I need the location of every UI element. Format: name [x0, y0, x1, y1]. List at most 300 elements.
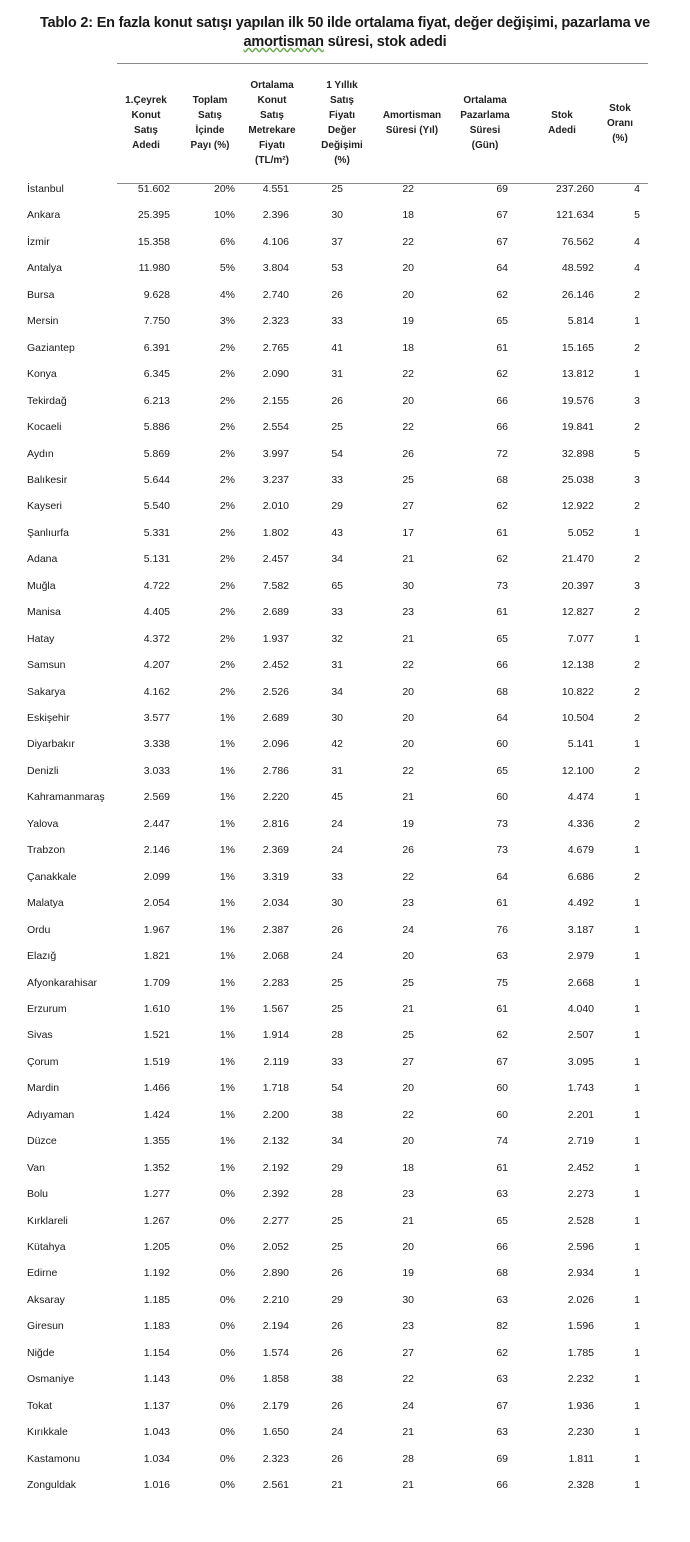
avg-price-per-sqm: 1.574: [262, 1346, 289, 1359]
yearly-value-change: 41: [331, 341, 343, 354]
marketing-days: 63: [496, 1293, 508, 1306]
table-row: [0, 365, 690, 385]
amortization-years: 28: [402, 1452, 414, 1465]
province-name: Ordu: [27, 923, 51, 936]
stock-count: 6.686: [567, 870, 594, 883]
table-row: [0, 868, 690, 888]
avg-price-per-sqm: 2.369: [262, 844, 289, 857]
sales-share: 0%: [219, 1293, 235, 1306]
avg-price-per-sqm: 2.179: [262, 1399, 289, 1412]
sales-share: 5%: [219, 262, 235, 275]
avg-price-per-sqm: 7.582: [262, 579, 289, 592]
amortization-years: 21: [402, 1002, 414, 1015]
stock-count: 48.592: [561, 262, 594, 275]
province-name: Yalova: [27, 817, 59, 830]
q1-sales-count: 1.267: [143, 1214, 170, 1227]
table-row: [0, 1159, 690, 1179]
province-name: Hatay: [27, 632, 55, 645]
stock-count: 12.827: [561, 606, 594, 619]
marketing-days: 65: [496, 764, 508, 777]
amortization-years: 20: [402, 712, 414, 724]
stock-ratio: 2: [634, 421, 640, 434]
table-row: [0, 735, 690, 755]
amortization-years: 24: [402, 923, 414, 936]
stock-ratio: 1: [634, 1108, 640, 1121]
stock-count: 76.562: [561, 235, 594, 248]
table-row: [0, 1079, 690, 1099]
province-name: Mersin: [27, 315, 59, 328]
amortization-years: 20: [402, 1082, 414, 1095]
amortization-years: 27: [402, 1055, 414, 1068]
table-row: [0, 1317, 690, 1337]
table-row: [0, 392, 690, 412]
q1-sales-count: 2.099: [143, 870, 170, 883]
yearly-value-change: 34: [331, 553, 343, 566]
stock-count: 5.052: [567, 526, 594, 539]
amortization-years: 19: [402, 817, 414, 830]
q1-sales-count: 6.345: [143, 368, 170, 381]
avg-price-per-sqm: 2.387: [262, 923, 289, 936]
marketing-days: 63: [496, 950, 508, 963]
q1-sales-count: 1.821: [143, 950, 170, 963]
sales-share: 2%: [219, 659, 235, 672]
stock-ratio: 3: [634, 473, 640, 486]
stock-count: 2.232: [567, 1373, 594, 1386]
province-name: Erzurum: [27, 1002, 67, 1015]
sales-share: 1%: [219, 1029, 235, 1042]
stock-count: 15.165: [561, 341, 594, 354]
column-header-line: Stok: [609, 102, 631, 114]
sales-share: 1%: [219, 1002, 235, 1015]
table-row: [0, 577, 690, 597]
avg-price-per-sqm: 2.155: [262, 394, 289, 407]
province-name: Muğla: [27, 579, 56, 592]
amortization-years: 21: [402, 1426, 414, 1439]
province-name: İstanbul: [27, 183, 64, 195]
sales-share: 3%: [219, 315, 235, 328]
column-header-line: Toplam: [192, 95, 228, 106]
yearly-value-change: 30: [331, 712, 343, 724]
avg-price-per-sqm: 2.194: [262, 1320, 289, 1333]
yearly-value-change: 43: [331, 526, 343, 539]
yearly-value-change: 25: [331, 1002, 343, 1015]
yearly-value-change: 31: [331, 659, 343, 672]
stock-count: 2.507: [567, 1029, 594, 1042]
stock-count: 1.743: [567, 1082, 594, 1095]
q1-sales-count: 1.610: [143, 1002, 170, 1015]
stock-ratio: 2: [634, 288, 640, 301]
yearly-value-change: 31: [331, 368, 343, 381]
avg-price-per-sqm: 2.277: [262, 1214, 289, 1227]
province-name: Kocaeli: [27, 421, 62, 434]
column-header-line: İçinde: [195, 125, 225, 136]
column-header-line: Konut: [257, 95, 287, 106]
yearly-value-change: 30: [331, 897, 343, 910]
stock-ratio: 1: [634, 1399, 640, 1412]
column-header-line: Satış: [198, 110, 222, 121]
stock-count: 25.038: [561, 473, 594, 486]
marketing-days: 63: [496, 1188, 508, 1201]
amortization-years: 18: [402, 341, 414, 354]
marketing-days: 67: [496, 1055, 508, 1068]
q1-sales-count: 1.016: [143, 1479, 170, 1492]
province-name: Edirne: [27, 1267, 58, 1280]
q1-sales-count: 3.338: [143, 738, 170, 751]
province-name: İzmir: [27, 235, 50, 248]
spellcheck-underlined-word: amortisman: [243, 34, 324, 50]
column-header: [114, 93, 178, 153]
column-header-line: Fiyatı: [258, 140, 286, 151]
avg-price-per-sqm: 2.052: [262, 1241, 289, 1253]
stock-count: 12.100: [561, 764, 594, 777]
avg-price-per-sqm: 2.765: [262, 341, 289, 354]
stock-ratio: 2: [634, 553, 640, 566]
q1-sales-count: 4.162: [143, 685, 170, 698]
yearly-value-change: 31: [331, 764, 343, 777]
stock-count: 2.328: [567, 1479, 594, 1492]
table-row: [0, 630, 690, 650]
table-row: [0, 1264, 690, 1284]
amortization-years: 21: [402, 1214, 414, 1227]
amortization-years: 18: [402, 1161, 414, 1174]
yearly-value-change: 33: [331, 315, 343, 328]
q1-sales-count: 1.424: [143, 1108, 170, 1121]
stock-ratio: 2: [634, 712, 640, 724]
amortization-years: 17: [402, 526, 414, 539]
column-header-line: Adedi: [132, 140, 160, 151]
table-row: [0, 312, 690, 332]
q1-sales-count: 1.355: [143, 1135, 170, 1148]
marketing-days: 62: [496, 368, 508, 381]
stock-ratio: 1: [634, 1161, 640, 1174]
marketing-days: 67: [496, 1399, 508, 1412]
stock-count: 2.668: [567, 976, 594, 989]
stock-ratio: 1: [634, 1188, 640, 1201]
yearly-value-change: 28: [331, 1029, 343, 1042]
sales-share: 2%: [219, 473, 235, 486]
amortization-years: 20: [402, 738, 414, 751]
amortization-years: 23: [402, 897, 414, 910]
amortization-years: 21: [402, 791, 414, 804]
avg-price-per-sqm: 2.200: [262, 1108, 289, 1121]
sales-share: 20%: [213, 183, 235, 195]
q1-sales-count: 2.054: [143, 897, 170, 910]
column-header-line: Değişimi: [321, 140, 363, 151]
table-row: [0, 1053, 690, 1073]
yearly-value-change: 26: [331, 288, 343, 301]
province-name: Adana: [27, 553, 58, 566]
sales-share: 1%: [219, 1108, 235, 1121]
column-header-line: Satış: [260, 110, 284, 121]
amortization-years: 22: [402, 764, 414, 777]
avg-price-per-sqm: 3.319: [262, 870, 289, 883]
stock-count: 237.260: [556, 183, 594, 195]
amortization-years: 21: [402, 553, 414, 566]
sales-share: 1%: [219, 712, 235, 724]
amortization-years: 27: [402, 500, 414, 513]
yearly-value-change: 54: [331, 1082, 343, 1095]
column-header-line: Pazarlama: [460, 110, 510, 121]
marketing-days: 73: [496, 817, 508, 830]
stock-ratio: 1: [634, 1373, 640, 1386]
table-row: [0, 921, 690, 941]
stock-count: 19.576: [561, 394, 594, 407]
stock-ratio: 1: [634, 1135, 640, 1148]
q1-sales-count: 2.447: [143, 817, 170, 830]
stock-ratio: 1: [634, 791, 640, 804]
marketing-days: 65: [496, 1214, 508, 1227]
amortization-years: 26: [402, 844, 414, 857]
amortization-years: 20: [402, 950, 414, 963]
marketing-days: 66: [496, 394, 508, 407]
stock-count: 1.936: [567, 1399, 594, 1412]
stock-count: 5.814: [567, 315, 594, 328]
marketing-days: 75: [496, 976, 508, 989]
amortization-years: 19: [402, 315, 414, 328]
table-row: [0, 1476, 690, 1496]
table-row: [0, 1370, 690, 1390]
stock-count: 2.026: [567, 1293, 594, 1306]
amortization-years: 21: [402, 632, 414, 645]
table-row: [0, 709, 690, 729]
column-header-line: Adedi: [548, 125, 576, 136]
stock-ratio: 1: [634, 1320, 640, 1333]
province-name: Zonguldak: [27, 1479, 77, 1492]
marketing-days: 62: [496, 1346, 508, 1359]
sales-share: 1%: [219, 817, 235, 830]
stock-count: 5.141: [567, 738, 594, 751]
sales-share: 0%: [219, 1452, 235, 1465]
stock-count: 10.822: [561, 685, 594, 698]
marketing-days: 76: [496, 923, 508, 936]
table-row: [0, 1132, 690, 1152]
province-name: Düzce: [27, 1135, 57, 1148]
avg-price-per-sqm: 2.526: [262, 685, 289, 698]
marketing-days: 65: [496, 315, 508, 328]
yearly-value-change: 26: [331, 1320, 343, 1333]
q1-sales-count: 6.213: [143, 394, 170, 407]
amortization-years: 22: [402, 659, 414, 672]
stock-count: 2.452: [567, 1161, 594, 1174]
avg-price-per-sqm: 2.786: [262, 764, 289, 777]
yearly-value-change: 26: [331, 1267, 343, 1280]
sales-share: 2%: [219, 394, 235, 407]
province-name: Giresun: [27, 1320, 64, 1333]
amortization-years: 23: [402, 606, 414, 619]
q1-sales-count: 1.143: [143, 1373, 170, 1386]
avg-price-per-sqm: 2.689: [262, 712, 289, 724]
avg-price-per-sqm: 2.740: [262, 288, 289, 301]
stock-count: 12.922: [561, 500, 594, 513]
province-name: Kastamonu: [27, 1452, 81, 1465]
stock-ratio: 1: [634, 950, 640, 963]
title-line-2-rest: süresi, stok adedi: [323, 34, 447, 50]
yearly-value-change: 65: [331, 579, 343, 592]
table-row: [0, 259, 690, 279]
marketing-days: 60: [496, 791, 508, 804]
yearly-value-change: 24: [331, 950, 343, 963]
avg-price-per-sqm: 1.650: [262, 1426, 289, 1439]
avg-price-per-sqm: 3.804: [262, 262, 289, 275]
q1-sales-count: 1.205: [143, 1241, 170, 1253]
amortization-years: 22: [402, 1108, 414, 1121]
sales-share: 0%: [219, 1426, 235, 1439]
sales-share: 0%: [219, 1320, 235, 1333]
stock-ratio: 2: [634, 870, 640, 883]
marketing-days: 62: [496, 288, 508, 301]
yearly-value-change: 42: [331, 738, 343, 751]
table-row: [0, 550, 690, 570]
marketing-days: 69: [496, 1452, 508, 1465]
province-name: Eskişehir: [27, 712, 70, 724]
table-row: [0, 1397, 690, 1417]
sales-share: 0%: [219, 1346, 235, 1359]
stock-ratio: 1: [634, 923, 640, 936]
avg-price-per-sqm: 1.718: [262, 1082, 289, 1095]
sales-share: 1%: [219, 1135, 235, 1148]
marketing-days: 67: [496, 209, 508, 222]
amortization-years: 18: [402, 209, 414, 222]
table-row: [0, 286, 690, 306]
table-row: [0, 497, 690, 517]
stock-count: 20.397: [561, 579, 594, 592]
yearly-value-change: 38: [331, 1108, 343, 1121]
marketing-days: 62: [496, 500, 508, 513]
q1-sales-count: 1.192: [143, 1267, 170, 1280]
marketing-days: 68: [496, 1267, 508, 1280]
table-title: [0, 14, 690, 52]
marketing-days: 67: [496, 235, 508, 248]
avg-price-per-sqm: 1.914: [262, 1029, 289, 1042]
yearly-value-change: 25: [331, 976, 343, 989]
stock-ratio: 1: [634, 315, 640, 328]
province-name: Afyonkarahisar: [27, 976, 98, 989]
stock-ratio: 4: [634, 183, 640, 195]
table-row: [0, 1212, 690, 1232]
avg-price-per-sqm: 1.802: [262, 526, 289, 539]
avg-price-per-sqm: 2.816: [262, 817, 289, 830]
stock-ratio: 1: [634, 1479, 640, 1492]
stock-ratio: 2: [634, 764, 640, 777]
stock-count: 121.634: [556, 209, 594, 222]
avg-price-per-sqm: 2.452: [262, 659, 289, 672]
stock-count: 2.719: [567, 1135, 594, 1148]
stock-ratio: 2: [634, 817, 640, 830]
sales-share: 0%: [219, 1241, 235, 1253]
q1-sales-count: 1.352: [143, 1161, 170, 1174]
column-header-line: Satış: [330, 95, 354, 106]
stock-count: 2.528: [567, 1214, 594, 1227]
yearly-value-change: 25: [331, 1241, 343, 1253]
province-name: Tekirdağ: [27, 394, 67, 407]
stock-ratio: 1: [634, 738, 640, 751]
sales-share: 0%: [219, 1188, 235, 1201]
table-row: [0, 762, 690, 782]
column-header-line: Ortalama: [250, 80, 294, 91]
avg-price-per-sqm: 1.858: [262, 1373, 289, 1386]
column-header: [181, 93, 239, 153]
stock-ratio: 1: [634, 1346, 640, 1359]
yearly-value-change: 21: [331, 1479, 343, 1492]
province-name: Trabzon: [27, 844, 66, 857]
sales-share: 1%: [219, 1161, 235, 1174]
avg-price-per-sqm: 2.396: [262, 209, 289, 222]
stock-ratio: 1: [634, 976, 640, 989]
amortization-years: 24: [402, 1399, 414, 1412]
table-row: [0, 1344, 690, 1364]
province-name: Mardin: [27, 1082, 60, 1095]
amortization-years: 22: [402, 235, 414, 248]
stock-ratio: 1: [634, 526, 640, 539]
table-row: [0, 1185, 690, 1205]
yearly-value-change: 24: [331, 844, 343, 857]
province-name: Aksaray: [27, 1293, 65, 1306]
marketing-days: 61: [496, 1002, 508, 1015]
stock-count: 2.201: [567, 1108, 594, 1121]
marketing-days: 72: [496, 447, 508, 460]
amortization-years: 20: [402, 288, 414, 301]
yearly-value-change: 26: [331, 923, 343, 936]
avg-price-per-sqm: 2.132: [262, 1135, 289, 1148]
yearly-value-change: 34: [331, 685, 343, 698]
column-header: [312, 78, 372, 168]
q1-sales-count: 5.331: [143, 526, 170, 539]
yearly-value-change: 24: [331, 817, 343, 830]
sales-share: 0%: [219, 1267, 235, 1280]
q1-sales-count: 1.043: [143, 1426, 170, 1439]
marketing-days: 69: [496, 183, 508, 195]
marketing-days: 66: [496, 659, 508, 672]
stock-count: 32.898: [561, 447, 594, 460]
sales-share: 1%: [219, 764, 235, 777]
province-name: Ankara: [27, 209, 61, 222]
sales-share: 2%: [219, 500, 235, 513]
stock-ratio: 5: [634, 447, 640, 460]
yearly-value-change: 26: [331, 1346, 343, 1359]
table-row: [0, 206, 690, 226]
column-header-line: Metrekare: [248, 125, 296, 136]
sales-share: 1%: [219, 976, 235, 989]
marketing-days: 61: [496, 341, 508, 354]
amortization-years: 22: [402, 1373, 414, 1386]
marketing-days: 63: [496, 1373, 508, 1386]
sales-share: 0%: [219, 1373, 235, 1386]
sales-share: 1%: [219, 870, 235, 883]
column-header: [537, 108, 587, 138]
sales-share: 10%: [213, 209, 235, 222]
amortization-years: 20: [402, 262, 414, 275]
yearly-value-change: 38: [331, 1373, 343, 1386]
stock-ratio: 1: [634, 1002, 640, 1015]
stock-count: 1.785: [567, 1346, 594, 1359]
province-name: Kahramanmaraş: [27, 791, 105, 804]
avg-price-per-sqm: 2.096: [262, 738, 289, 751]
table-row: [0, 1291, 690, 1311]
yearly-value-change: 32: [331, 632, 343, 645]
sales-share: 1%: [219, 791, 235, 804]
marketing-days: 82: [496, 1320, 508, 1333]
sales-share: 1%: [219, 950, 235, 963]
yearly-value-change: 29: [331, 1161, 343, 1174]
yearly-value-change: 26: [331, 1452, 343, 1465]
sales-share: 2%: [219, 632, 235, 645]
stock-ratio: 1: [634, 1267, 640, 1280]
column-header-line: Süresi (Yıl): [385, 125, 439, 136]
marketing-days: 61: [496, 606, 508, 619]
amortization-years: 30: [402, 579, 414, 592]
table-row: [0, 656, 690, 676]
marketing-days: 62: [496, 553, 508, 566]
